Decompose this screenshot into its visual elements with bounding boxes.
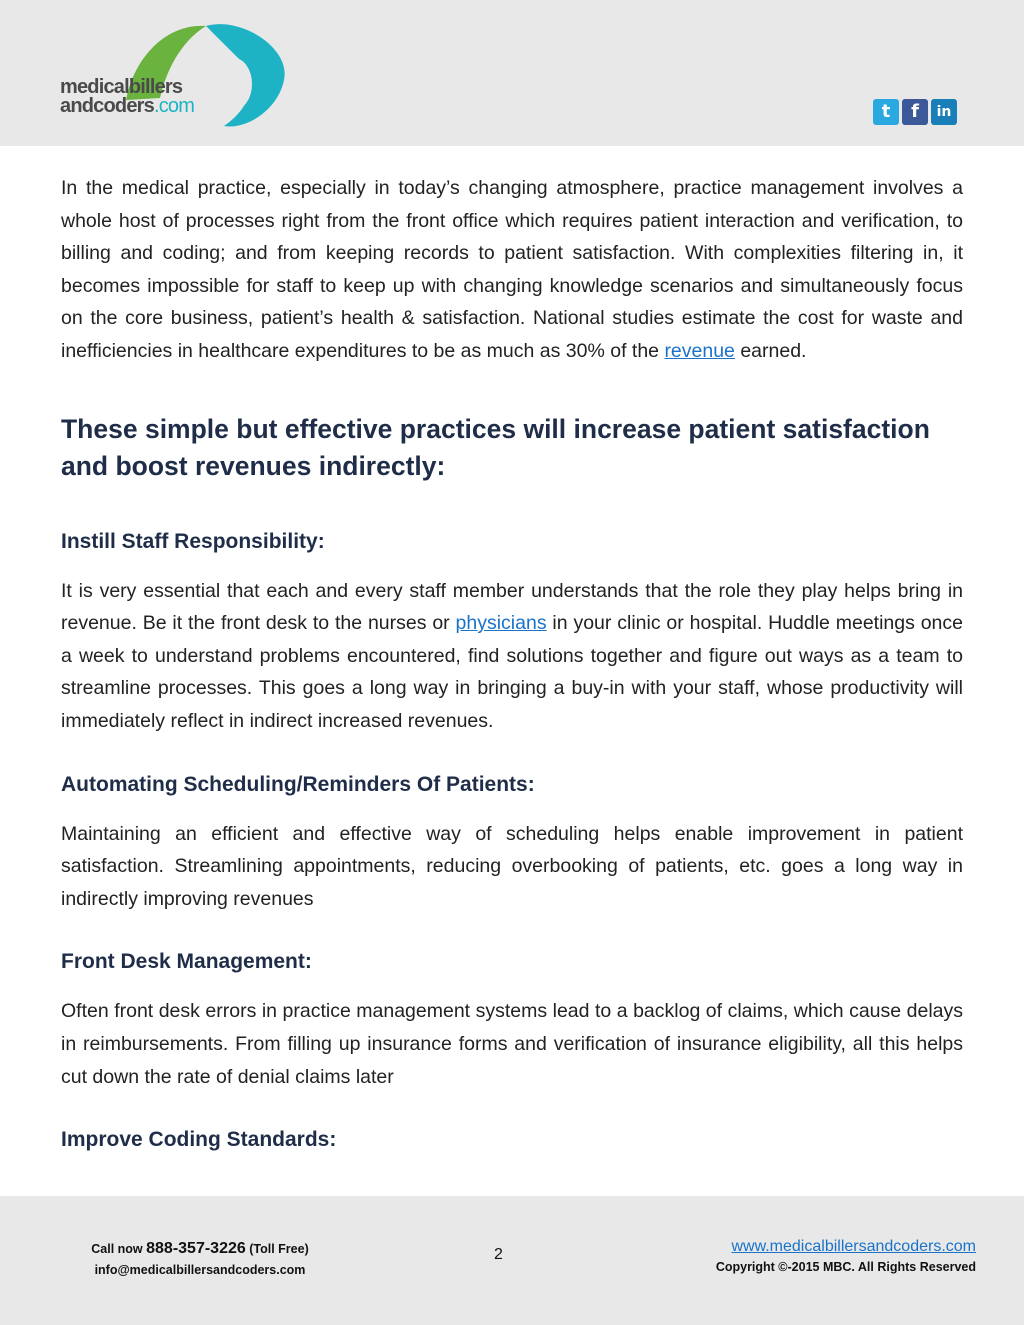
scheduling-paragraph: Maintaining an efficient and effective way of scheduling helps enable improvement in patient satisfaction. Streamlining appointments, reducing overbooking of patients, etc. goes a long way in indirectly improving revenues — [61, 822, 963, 910]
article-body — [61, 172, 963, 1155]
linkedin-icon[interactable]: in — [931, 99, 957, 125]
coding-heading: Improve Coding Standards: — [61, 1128, 337, 1152]
toll-free-label: (Toll Free) — [245, 1242, 309, 1256]
copyright-text: Copyright ©-2015 MBC. All Rights Reserved — [715, 1260, 976, 1274]
staff-heading: Instill Staff Responsibility: — [61, 529, 325, 553]
intro-paragraph — [61, 172, 963, 368]
staff-text: It is very essential that each and every staff member understands that the role they play helps bring in revenue. Be it the front desk to the nurses or — [61, 579, 963, 635]
logo-dotcom: .com — [153, 95, 195, 117]
intro-text-end: earned. — [734, 339, 807, 362]
call-label: Call now — [91, 1242, 147, 1256]
staff-paragraph — [61, 575, 963, 738]
phone-number[interactable]: 888-357-3226 — [146, 1240, 246, 1257]
intro-text: In the medical practice, especially in today’s changing atmosphere, practice management involves a whole host of processes right from the front office which requires patient interaction and verification, to billing and coding; and from keeping records to patient satisfaction. With complexities filtering in, it becomes impossible for staff to keep up with changing knowledge scenarios and simultaneously focus on the core business, patient’s health & satisfaction. National studies estimate the cost for waste and inefficiencies in healthcare expenditures to be as much as 30% of the — [61, 177, 963, 362]
social-links — [873, 99, 957, 125]
logo-wordmark — [60, 78, 194, 116]
scheduling-heading: Automating Scheduling/Reminders Of Patients: — [61, 772, 535, 796]
company-logo[interactable] — [56, 18, 296, 130]
footer-email[interactable]: info@medicalbillersandcoders.com — [94, 1263, 306, 1277]
facebook-icon[interactable]: f — [902, 99, 928, 125]
twitter-icon[interactable]: t — [873, 99, 899, 125]
frontdesk-heading: Front Desk Management: — [61, 950, 312, 974]
frontdesk-paragraph: Often front desk errors in practice management systems lead to a backlog of claims, which cause delays in reimbursements. From filling up insurance forms and verification of insurance eligibility, all this helps cut down the rate of denial claims later — [61, 1000, 963, 1088]
logo-line-2: andcoders — [60, 95, 154, 117]
staff-text-end: in your clinic or hospital. Huddle meetings once a week to understand problems encountered, find solutions together and figure out ways as a team to streamline processes. This goes a long way in bringing a buy-in with your staff, whose productivity will immediately reflect in indirect increased revenues. — [61, 612, 963, 732]
website-link[interactable]: www.medicalbillersandcoders.com — [731, 1238, 976, 1255]
physicians-link[interactable]: physicians — [455, 612, 547, 635]
main-heading: These simple but effective practices will increase patient satisfaction and boost revenues indirectly: — [61, 413, 930, 481]
page-header — [0, 0, 1024, 146]
footer-site — [716, 1236, 976, 1278]
page-number: 2 — [494, 1246, 503, 1263]
revenue-link[interactable]: revenue — [664, 339, 735, 362]
footer-call-line — [80, 1238, 320, 1260]
footer-contact — [80, 1238, 320, 1281]
logo-line-1: medicalbillers — [60, 76, 183, 98]
page-footer — [0, 1196, 1024, 1325]
